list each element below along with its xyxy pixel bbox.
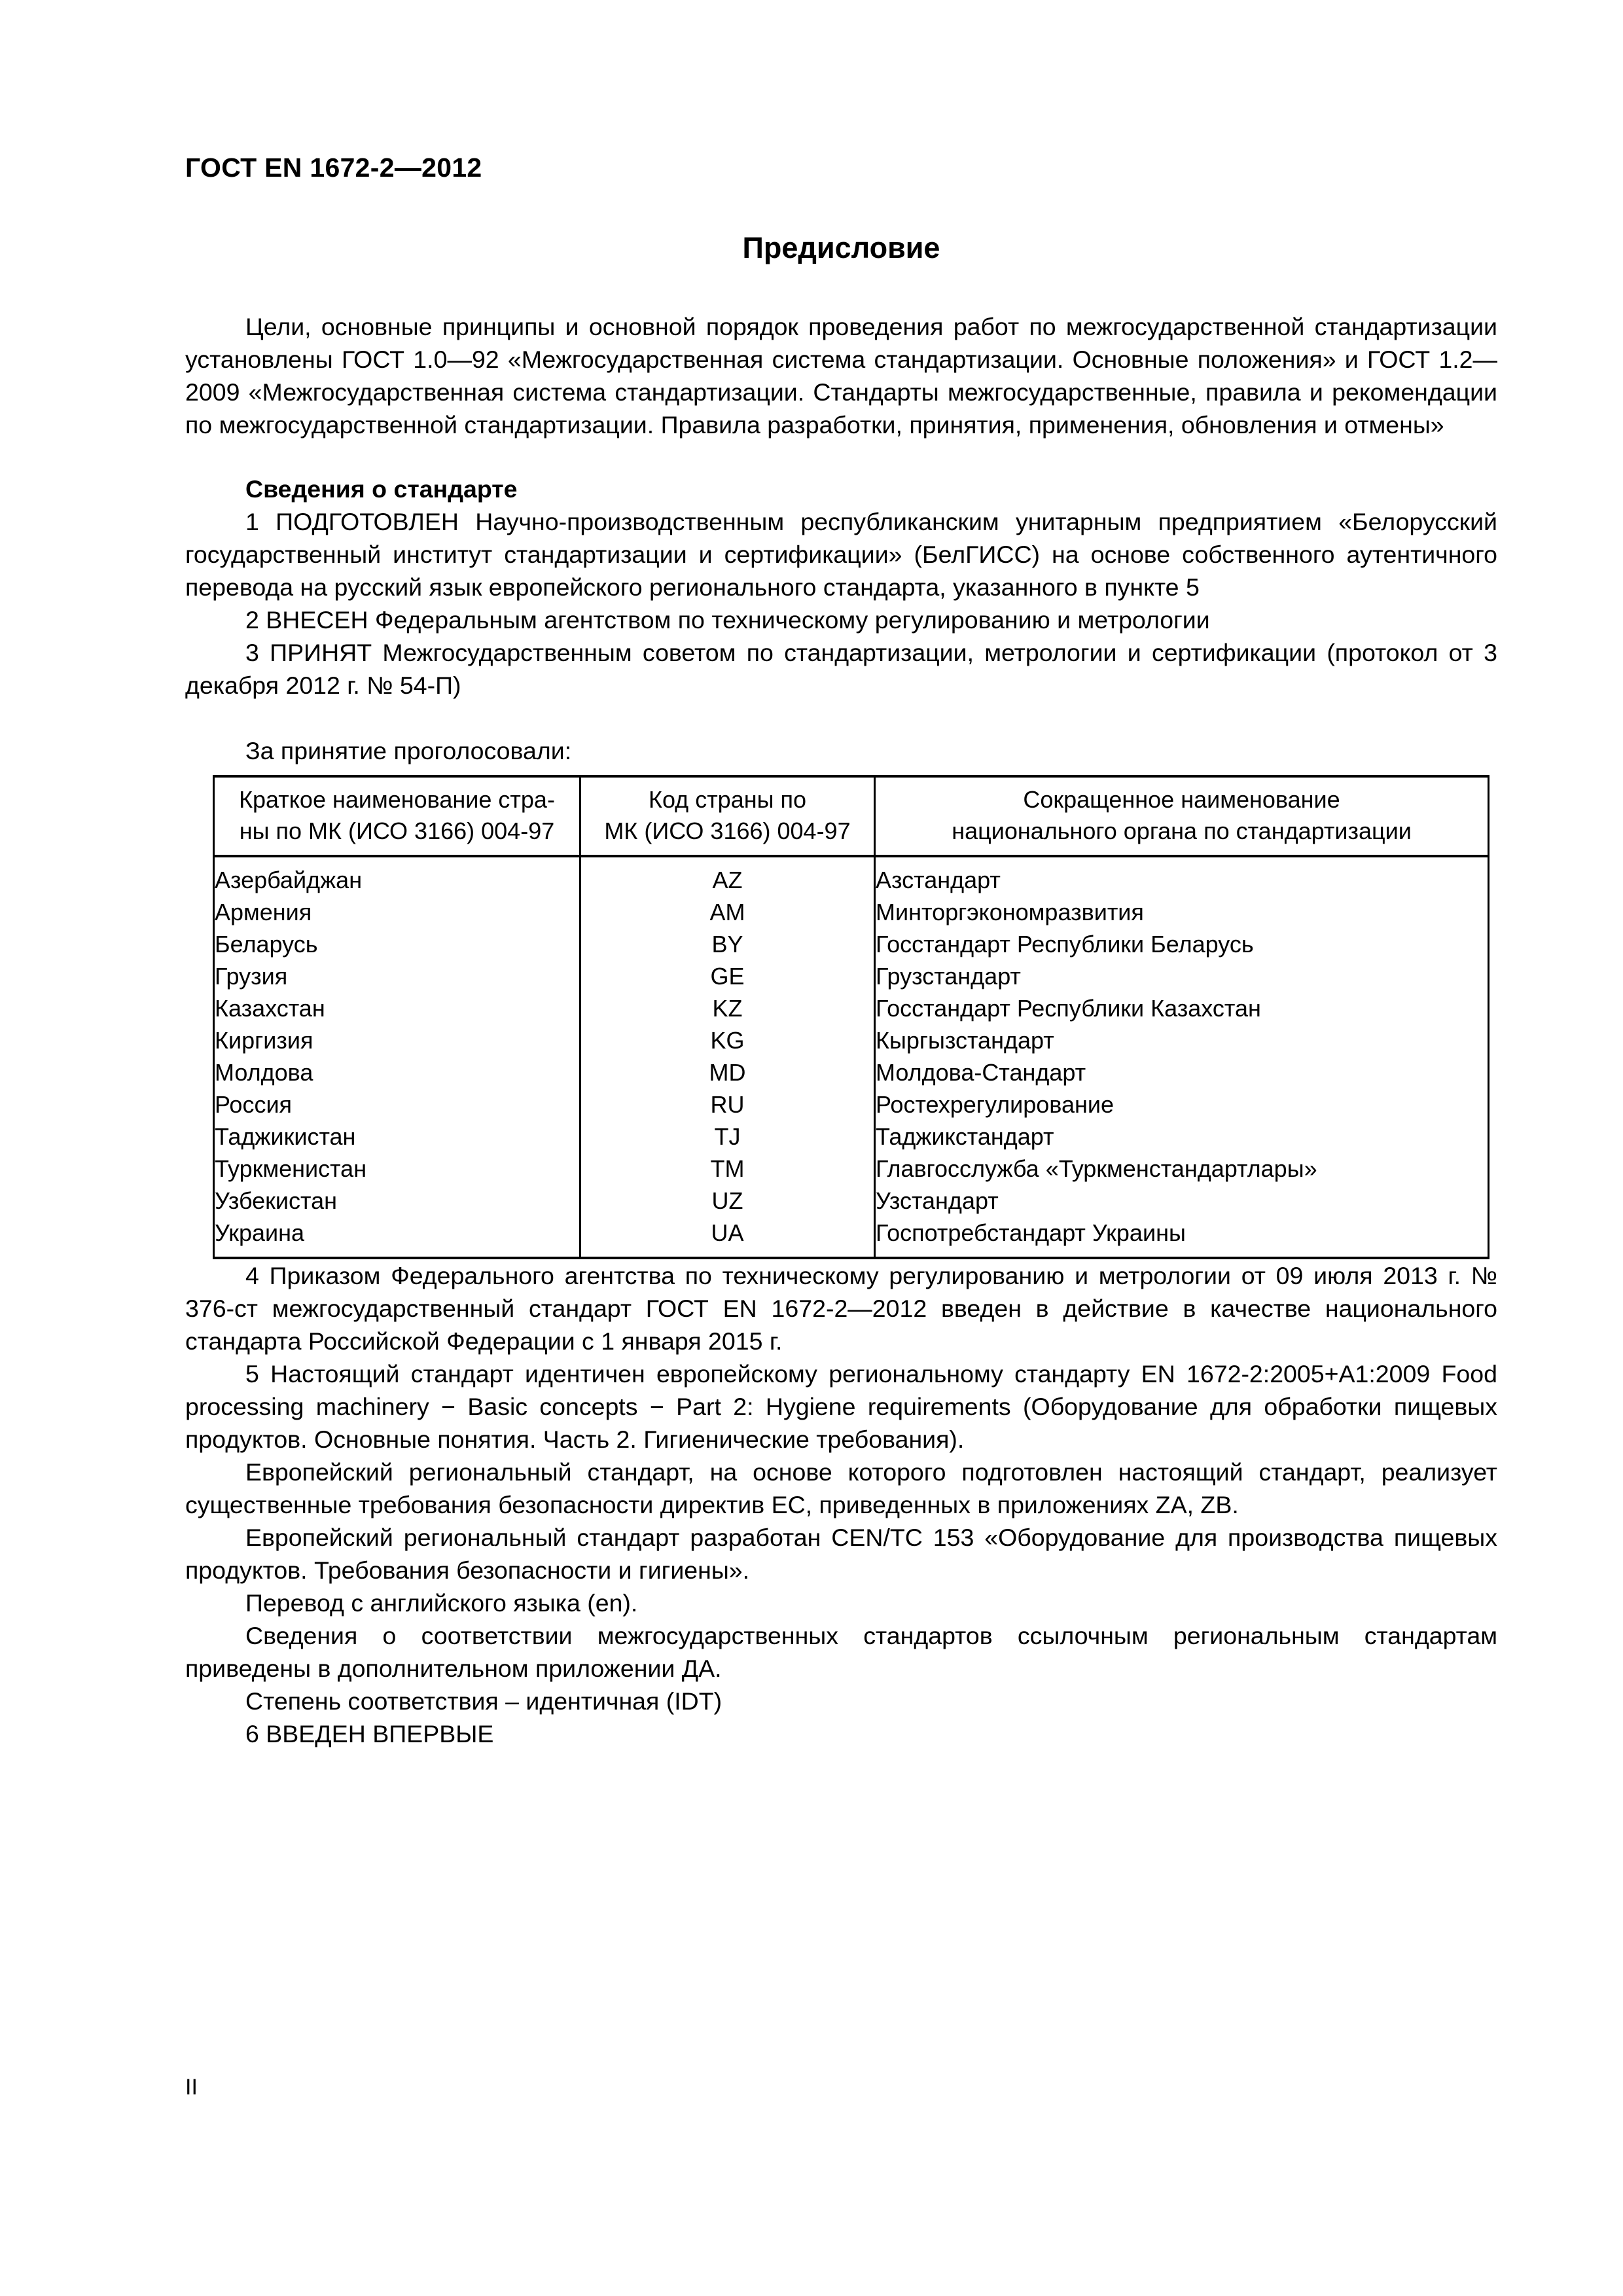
cell-country-code: RU xyxy=(580,1088,875,1121)
column-header-code xyxy=(580,776,875,856)
cell-country-code: TJ xyxy=(580,1121,875,1153)
standard-info-item-2: 2 ВНЕСЕН Федеральным агентством по техническому регулированию и метрологии xyxy=(245,606,1210,634)
cell-country-code: BY xyxy=(580,928,875,960)
column-header-code-line1: Код страны по xyxy=(648,786,806,814)
cell-country-name: Молдова xyxy=(214,1056,580,1088)
column-header-body-line1: Сокращенное наименование xyxy=(1023,786,1340,814)
table-row xyxy=(214,896,1489,928)
table-row xyxy=(214,1121,1489,1153)
standard-info-item-1: 1 ПОДГОТОВЛЕН Научно-производственным республиканским унитарным предприятием «Белорусский государственный институт стандартизации и сертификации» (БелГИСС) на основе собственного аутентичного перевода на русский язык европейского регионального стандарта, указанного в пункте 5 xyxy=(185,508,1497,601)
cell-country-code: GE xyxy=(580,960,875,992)
intro-paragraph: Цели, основные принципы и основной порядок проведения работ по межгосударственной стандартизации установлены ГОСТ 1.0—92 «Межгосударственная система стандартизации. Основные положения» и ГОСТ 1.2—2009 «Межгосударственная система стандартизации. Стандарты межгосударственные, правила и рекомендации по межгосударственной стандартизации. Правила разработки, принятия, применения, обновления и отмены» xyxy=(185,313,1497,439)
table-row xyxy=(214,1153,1489,1185)
cell-standards-body: Кыргызстандарт xyxy=(875,1024,1489,1056)
vote-table-body xyxy=(214,856,1489,1258)
standard-info-item-5b: Европейский региональный стандарт, на основе которого подготовлен настоящий стандарт, реализует существенные требования безопасности директив ЕС, приведенных в приложениях ZA, ZB. xyxy=(185,1458,1497,1519)
page-number: II xyxy=(185,2075,198,2100)
page-title: Предисловие xyxy=(742,231,940,264)
page-content xyxy=(185,154,1497,1750)
table-row xyxy=(214,1088,1489,1121)
vote-table-head xyxy=(214,776,1489,856)
cell-country-name: Россия xyxy=(214,1088,580,1121)
cell-country-code: AZ xyxy=(580,856,875,896)
cell-country-name: Украина xyxy=(214,1217,580,1258)
standard-info-item-6: 6 ВВЕДЕН ВПЕРВЫЕ xyxy=(245,1720,494,1748)
cell-country-name: Туркменистан xyxy=(214,1153,580,1185)
cell-country-code: TM xyxy=(580,1153,875,1185)
standard-info-item-3: 3 ПРИНЯТ Межгосударственным советом по стандартизации, метрологии и сертификации (протокол от 3 декабря 2012 г. № 54-П) xyxy=(185,639,1497,700)
standard-info-item-4: 4 Приказом Федерального агентства по техническому регулированию и метрологии от 09 июля 2013 г. № 376-ст межгосударственный стандарт ГОСТ EN 1672-2—2012 введен в действие в качестве национального стандарта Российской Федерации с 1 января 2015 г. xyxy=(185,1262,1497,1355)
cell-country-name: Казахстан xyxy=(214,992,580,1024)
cell-standards-body: Госстандарт Республики Беларусь xyxy=(875,928,1489,960)
standard-info-item-5a: 5 Настоящий стандарт идентичен европейскому региональному стандарту EN 1672-2:2005+A1:2009 Food processing machinery − Basic concepts − Part 2: Hygiene requirements (Оборудование для обработки пищевых продуктов. Основные понятия. Часть 2. Гигиенические требования). xyxy=(185,1360,1497,1454)
table-row xyxy=(214,1024,1489,1056)
column-header-body xyxy=(875,776,1489,856)
table-row xyxy=(214,992,1489,1024)
cell-standards-body: Госстандарт Республики Казахстан xyxy=(875,992,1489,1024)
column-header-country xyxy=(214,776,580,856)
cell-country-name: Азербайджан xyxy=(214,856,580,896)
standard-info-item-5e: Сведения о соответствии межгосударственных стандартов ссылочным региональным стандартам приведены в дополнительном приложении ДА. xyxy=(185,1622,1497,1683)
cell-standards-body: Таджикстандарт xyxy=(875,1121,1489,1153)
table-row xyxy=(214,1056,1489,1088)
cell-standards-body: Ростехрегулирование xyxy=(875,1088,1489,1121)
cell-country-name: Узбекистан xyxy=(214,1185,580,1217)
cell-standards-body: Минторгэкономразвития xyxy=(875,896,1489,928)
running-head: ГОСТ EN 1672-2—2012 xyxy=(185,152,482,183)
table-row xyxy=(214,856,1489,896)
cell-country-name: Грузия xyxy=(214,960,580,992)
column-header-code-line2: МК (ИСО 3166) 004-97 xyxy=(604,817,851,845)
cell-standards-body: Узстандарт xyxy=(875,1185,1489,1217)
vote-table-lead-in: За принятие проголосовали: xyxy=(245,737,572,765)
cell-country-name: Беларусь xyxy=(214,928,580,960)
column-header-body-line2: национального органа по стандартизации xyxy=(952,817,1412,845)
cell-country-code: KG xyxy=(580,1024,875,1056)
cell-country-code: UZ xyxy=(580,1185,875,1217)
table-header-row xyxy=(214,776,1489,856)
cell-standards-body: Молдова-Стандарт xyxy=(875,1056,1489,1088)
cell-country-name: Киргизия xyxy=(214,1024,580,1056)
vote-table xyxy=(213,775,1489,1259)
standard-info-item-5d: Перевод с английского языка (en). xyxy=(245,1589,638,1617)
cell-standards-body: Азстандарт xyxy=(875,856,1489,896)
column-header-country-line1: Краткое наименование стра- xyxy=(239,786,555,814)
column-header-country-line2: ны по МК (ИСО 3166) 004-97 xyxy=(239,817,555,845)
table-row xyxy=(214,960,1489,992)
cell-country-code: AM xyxy=(580,896,875,928)
table-row xyxy=(214,1185,1489,1217)
standard-info-item-5f: Степень соответствия – идентичная (IDT) xyxy=(245,1687,722,1715)
cell-country-code: KZ xyxy=(580,992,875,1024)
cell-country-code: UA xyxy=(580,1217,875,1258)
table-row xyxy=(214,928,1489,960)
standard-info-heading: Сведения о стандарте xyxy=(245,475,518,503)
cell-standards-body: Госпотребстандарт Украины xyxy=(875,1217,1489,1258)
cell-standards-body: Главгосслужба «Туркменстандартлары» xyxy=(875,1153,1489,1185)
cell-country-name: Армения xyxy=(214,896,580,928)
standard-info-item-5c: Европейский региональный стандарт разработан CEN/TC 153 «Оборудование для производства пищевых продуктов. Требования безопасности и гигиены». xyxy=(185,1524,1497,1585)
cell-country-name: Таджикистан xyxy=(214,1121,580,1153)
cell-country-code: MD xyxy=(580,1056,875,1088)
table-row xyxy=(214,1217,1489,1258)
cell-standards-body: Грузстандарт xyxy=(875,960,1489,992)
